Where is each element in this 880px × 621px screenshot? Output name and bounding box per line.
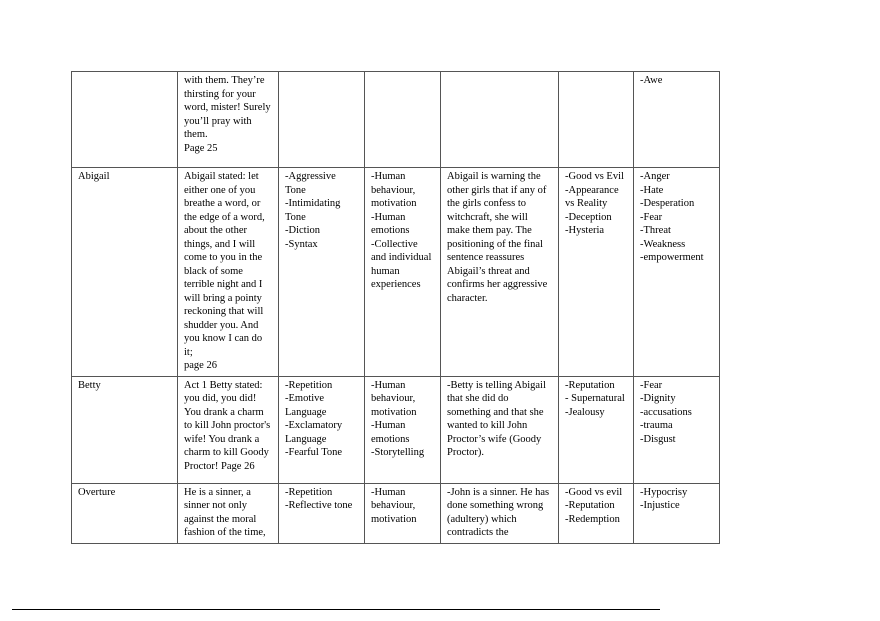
themes-line: emotions [371, 433, 410, 445]
explanation-line: the girls confess to [447, 198, 527, 209]
concepts-line: -Jealousy [565, 406, 605, 418]
quote-line: come to you in the [184, 252, 263, 263]
techniques-line: -Repetition [285, 486, 333, 498]
concepts-line: -Reputation [565, 500, 615, 511]
explanation-line: -Betty is telling Abigail [447, 379, 546, 391]
techniques-line: Language [285, 433, 327, 445]
quote-line: Proctor! Page 26 [184, 460, 255, 472]
table-row [72, 483, 720, 543]
themes-line: behaviour, [371, 184, 416, 196]
cell-techniques [279, 168, 365, 377]
explanation-line: -John is a sinner. He has [447, 486, 550, 498]
quote-line: things, and I will [184, 238, 256, 250]
concepts-line: - Supernatural [565, 393, 625, 404]
emotions-line: -trauma [640, 420, 673, 431]
themes-line: -Human [371, 486, 406, 498]
themes-line: behaviour, [371, 393, 416, 404]
quote-line: He is a sinner, a [184, 486, 251, 498]
techniques-line: -Diction [285, 225, 320, 236]
techniques-line: -Repetition [285, 379, 333, 391]
explanation-line: character. [447, 292, 488, 304]
themes-line: and individual [371, 252, 432, 263]
cell-themes [365, 168, 441, 377]
techniques-line: Language [285, 406, 327, 418]
techniques-line: -Aggressive [285, 171, 336, 182]
concepts-line: vs Reality [565, 198, 608, 209]
techniques-line: Tone [285, 184, 306, 196]
concepts-line: -Reputation [565, 379, 615, 391]
explanation-line: positioning of the final [447, 238, 543, 250]
quote-line: breathe a word, or [184, 198, 261, 209]
quote-line: reckoning that will [184, 306, 264, 317]
cell-emotions [634, 483, 720, 543]
explanation-line: wanted to kill John [447, 420, 528, 431]
emotions-line: -accusations [640, 406, 692, 418]
explanation-line: done something wrong [447, 500, 544, 511]
quote-line: about the other [184, 225, 247, 236]
quote-line: will bring a pointy [184, 292, 262, 304]
cell-quote [178, 168, 279, 377]
techniques-line: -Reflective tone [285, 500, 353, 511]
cell-themes [365, 483, 441, 543]
cell-concepts [559, 376, 634, 483]
speaker-text: Betty [78, 379, 101, 391]
explanation-line: make them pay. The [447, 225, 532, 236]
quote-line: You drank a charm [184, 406, 264, 418]
emotions-line: -Anger [640, 171, 670, 182]
quote-line: word, mister! Surely [184, 102, 271, 113]
emotions-line: -Awe [640, 75, 663, 86]
quote-line: you know I can do [184, 333, 263, 344]
cell-techniques [279, 483, 365, 543]
emotions-line: -Threat [640, 225, 671, 236]
quote-line: fashion of the time, [184, 527, 266, 538]
cell-explanation [441, 483, 559, 543]
quote-line: terrible night and I [184, 279, 263, 290]
explanation-line: (adultery) which [447, 513, 517, 525]
themes-line: -Collective [371, 238, 418, 250]
cell-themes [365, 376, 441, 483]
quote-line: charm to kill Goody [184, 447, 269, 458]
techniques-line: -Emotive [285, 393, 325, 404]
quote-line: to kill John proctor's [184, 420, 271, 431]
cell-speaker [72, 376, 178, 483]
cell-emotions [634, 376, 720, 483]
quote-line: black of some [184, 265, 243, 277]
cell-speaker [72, 483, 178, 543]
explanation-line: Abigail is warning the [447, 171, 541, 182]
quote-line: wife! You drank a [184, 433, 260, 445]
cell-techniques [279, 376, 365, 483]
quote-line: you’ll pray with [184, 115, 252, 127]
cell-emotions [634, 168, 720, 377]
concepts-line: -Redemption [565, 513, 620, 525]
explanation-line: something and that she [447, 406, 544, 418]
quote-line: shudder you. And [184, 319, 259, 331]
themes-line: -Human [371, 171, 406, 182]
emotions-line: -Desperation [640, 198, 695, 209]
quote-line: with them. They’re [184, 75, 265, 86]
cell-quote [178, 376, 279, 483]
themes-line: -Human [371, 211, 406, 223]
cell-concepts [559, 72, 634, 168]
cell-quote [178, 483, 279, 543]
quote-line: them. [184, 129, 208, 140]
quote-line: Act 1 Betty stated: [184, 379, 263, 391]
emotions-line: -Hypocrisy [640, 486, 688, 498]
themes-line: emotions [371, 225, 410, 236]
cell-speaker [72, 168, 178, 377]
quote-line: it; [184, 346, 193, 358]
explanation-line: confirms her aggressive [447, 279, 548, 290]
themes-line: motivation [371, 513, 417, 525]
speaker-text: Abigail [78, 171, 110, 182]
techniques-line: -Fearful Tone [285, 447, 343, 458]
concepts-line: -Good vs Evil [565, 171, 624, 182]
speaker-text: Overture [78, 486, 116, 498]
explanation-line: other girls that if any of [447, 184, 547, 196]
techniques-line: Tone [285, 211, 306, 223]
techniques-line: -Exclamatory [285, 420, 343, 431]
literature-analysis-table [71, 71, 720, 544]
emotions-line: -Injustice [640, 500, 680, 511]
table-row [72, 376, 720, 483]
themes-line: -Human [371, 420, 406, 431]
cell-emotions [634, 72, 720, 168]
quote-line: Abigail stated: let [184, 171, 259, 182]
cell-concepts [559, 168, 634, 377]
explanation-line: Abigail’s threat and [447, 265, 530, 277]
emotions-line: -empowerment [640, 252, 704, 263]
table-row [72, 168, 720, 377]
concepts-line: -Appearance [565, 184, 619, 196]
cell-themes [365, 72, 441, 168]
cell-speaker [72, 72, 178, 168]
footer-rule [12, 609, 660, 610]
themes-line: human [371, 265, 400, 277]
quote-line: either one of you [184, 184, 256, 196]
quote-line: against the moral [184, 513, 257, 525]
explanation-line: Proctor). [447, 447, 485, 458]
concepts-line: -Good vs evil [565, 486, 623, 498]
explanation-line: contradicts the [447, 527, 509, 538]
emotions-line: -Disgust [640, 433, 676, 445]
cell-concepts [559, 483, 634, 543]
table-row [72, 72, 720, 168]
quote-line: you did, you did! [184, 393, 257, 404]
themes-line: motivation [371, 406, 417, 418]
themes-line: -Human [371, 379, 406, 391]
quote-line: sinner not only [184, 500, 247, 511]
emotions-line: -Fear [640, 211, 663, 223]
concepts-line: -Hysteria [565, 225, 605, 236]
quote-line: Page 25 [184, 142, 218, 154]
explanation-line: that she did do [447, 393, 509, 404]
quote-line: page 26 [184, 360, 217, 371]
cell-explanation [441, 376, 559, 483]
explanation-line: witchcraft, she will [447, 211, 528, 223]
emotions-line: -Dignity [640, 393, 676, 404]
themes-line: motivation [371, 198, 417, 209]
quote-line: the edge of a word, [184, 211, 265, 223]
emotions-line: -Fear [640, 379, 663, 391]
cell-explanation [441, 168, 559, 377]
techniques-line: -Intimidating [285, 198, 341, 209]
emotions-line: -Hate [640, 184, 664, 196]
quote-line: thirsting for your [184, 88, 256, 100]
themes-line: behaviour, [371, 500, 416, 511]
cell-techniques [279, 72, 365, 168]
explanation-line: sentence reassures [447, 252, 525, 263]
techniques-line: -Syntax [285, 238, 318, 250]
cell-explanation [441, 72, 559, 168]
emotions-line: -Weakness [640, 238, 686, 250]
themes-line: -Storytelling [371, 447, 425, 458]
concepts-line: -Deception [565, 211, 612, 223]
cell-quote [178, 72, 279, 168]
themes-line: experiences [371, 279, 421, 290]
explanation-line: Proctor’s wife (Goody [447, 433, 542, 445]
